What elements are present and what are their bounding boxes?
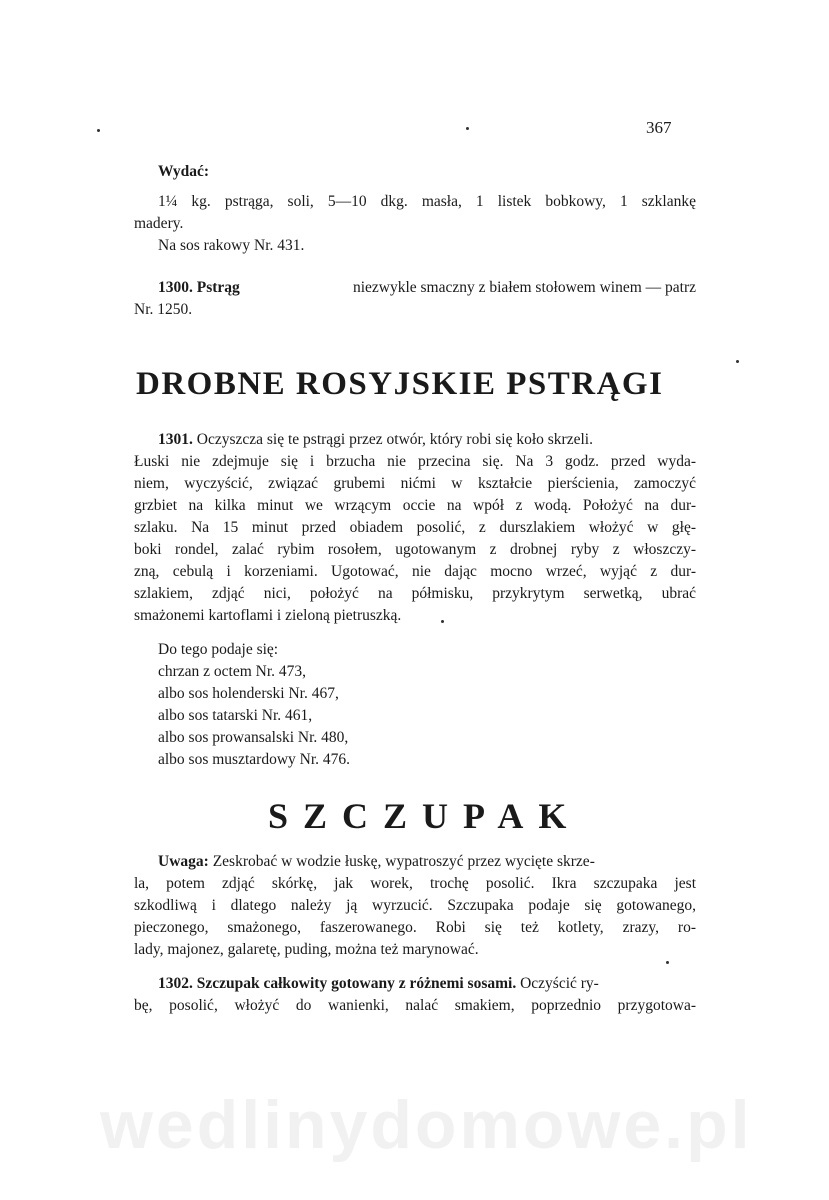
note-label: Uwaga: — [158, 853, 209, 870]
note-line-4: pieczonego, smażonego, faszerowanego. Robi się też kotlety, zrazy, ro- — [134, 919, 696, 936]
section-title-pstragi: DROBNE ROSYJSKIE PSTRĄGI — [136, 366, 664, 402]
recipe-1301-number: 1301. — [158, 431, 193, 448]
recipe-1301-line-7: zną, cebulą i korzeniami. Ugotować, nie dając mocno wrzeć, wyjąć z dur- — [134, 563, 696, 580]
note-text-1: Zeskrobać w wodzie łuskę, wypatroszyć przez wycięte skrze- — [208, 853, 595, 870]
recipe-1301-line-6: boki rondel, zalać rybim rosołem, ugotowanym z drobnej ryby z włoszczy- — [134, 541, 696, 558]
recipe-1301-line-3: niem, wyczyścić, związać grubemi nićmi w kształcie pierścienia, zamoczyć — [134, 475, 696, 492]
section-title-szczupak: SZCZUPAK — [268, 796, 582, 836]
recipe-1302-title: 1302. Szczupak całkowity gotowany z różnemi sosami. — [158, 975, 517, 992]
note-line-1 — [158, 852, 595, 872]
recipe-1300-text: niezwykle smaczny z białem stołowem winem — patrz — [349, 279, 696, 296]
scan-speck — [466, 127, 469, 130]
page-number: 367 — [646, 118, 672, 137]
serve-line-5: albo sos prowansalski Nr. 480, — [158, 729, 349, 746]
recipe-1302-line-1 — [158, 974, 599, 994]
recipe-1301-line-8: szlakiem, zdjąć nici, położyć na półmisku, przykrytym serwetką, ubrać — [134, 585, 696, 602]
scan-speck — [441, 620, 444, 623]
serve-line-4: albo sos tatarski Nr. 461, — [158, 707, 313, 724]
recipe-1301-line-5: szlaku. Na 15 minut przed obiadem posolić, z durszlakiem włożyć w głę- — [134, 519, 696, 536]
note-line-2: la, potem zdjąć skórkę, jak worek, trochę posolić. Ikra szczupaka jest — [134, 875, 696, 892]
serve-line-6: albo sos musztardowy Nr. 476. — [158, 751, 351, 768]
note-line-5: lady, majonez, galaretę, puding, można też marynować. — [134, 941, 479, 958]
intro-line-2: madery. — [134, 215, 184, 232]
intro-heading: Wydać: — [158, 163, 210, 180]
watermark: wedlinydomowe.pl — [100, 1087, 753, 1163]
scan-speck — [666, 961, 669, 964]
recipe-1300-line-1 — [158, 278, 696, 298]
recipe-1301-line-1 — [158, 430, 593, 450]
scan-speck — [736, 360, 739, 363]
serve-line-1: Do tego podaje się: — [158, 641, 279, 658]
serve-line-3: albo sos holenderski Nr. 467, — [158, 685, 339, 702]
recipe-1302-text: Oczyścić ry- — [516, 975, 599, 992]
recipe-1301-text-1: Oczyszcza się te pstrągi przez otwór, który robi się koło skrzeli. — [192, 431, 593, 448]
recipe-1302-line-2: bę, posolić, włożyć do wanienki, nalać smakiem, poprzednio przygotowa- — [134, 997, 696, 1014]
serve-line-2: chrzan z octem Nr. 473, — [158, 663, 307, 680]
intro-line-1: 1¼ kg. pstrąga, soli, 5—10 dkg. masła, 1 listek bobkowy, 1 szklankę — [158, 193, 696, 210]
recipe-1301-line-4: grzbiet na kilka minut we wrzącym occie na wpół z wodą. Położyć na dur- — [134, 497, 696, 514]
note-line-3: szkodliwą i dlatego należy ją wyrzucić. Szczupaka podaje się gotowanego, — [134, 897, 696, 914]
recipe-1301-line-2: Łuski nie zdejmuje się i brzucha nie przecina się. Na 3 godz. przed wyda- — [134, 453, 696, 470]
recipe-1300-line-2: Nr. 1250. — [134, 301, 193, 318]
scan-speck — [97, 129, 100, 132]
recipe-1300-number: 1300. Pstrąg — [158, 279, 240, 296]
intro-line-3: Na sos rakowy Nr. 431. — [158, 237, 305, 254]
recipe-1301-line-9: smażonemi kartoflami i zieloną pietruszką. — [134, 607, 402, 624]
